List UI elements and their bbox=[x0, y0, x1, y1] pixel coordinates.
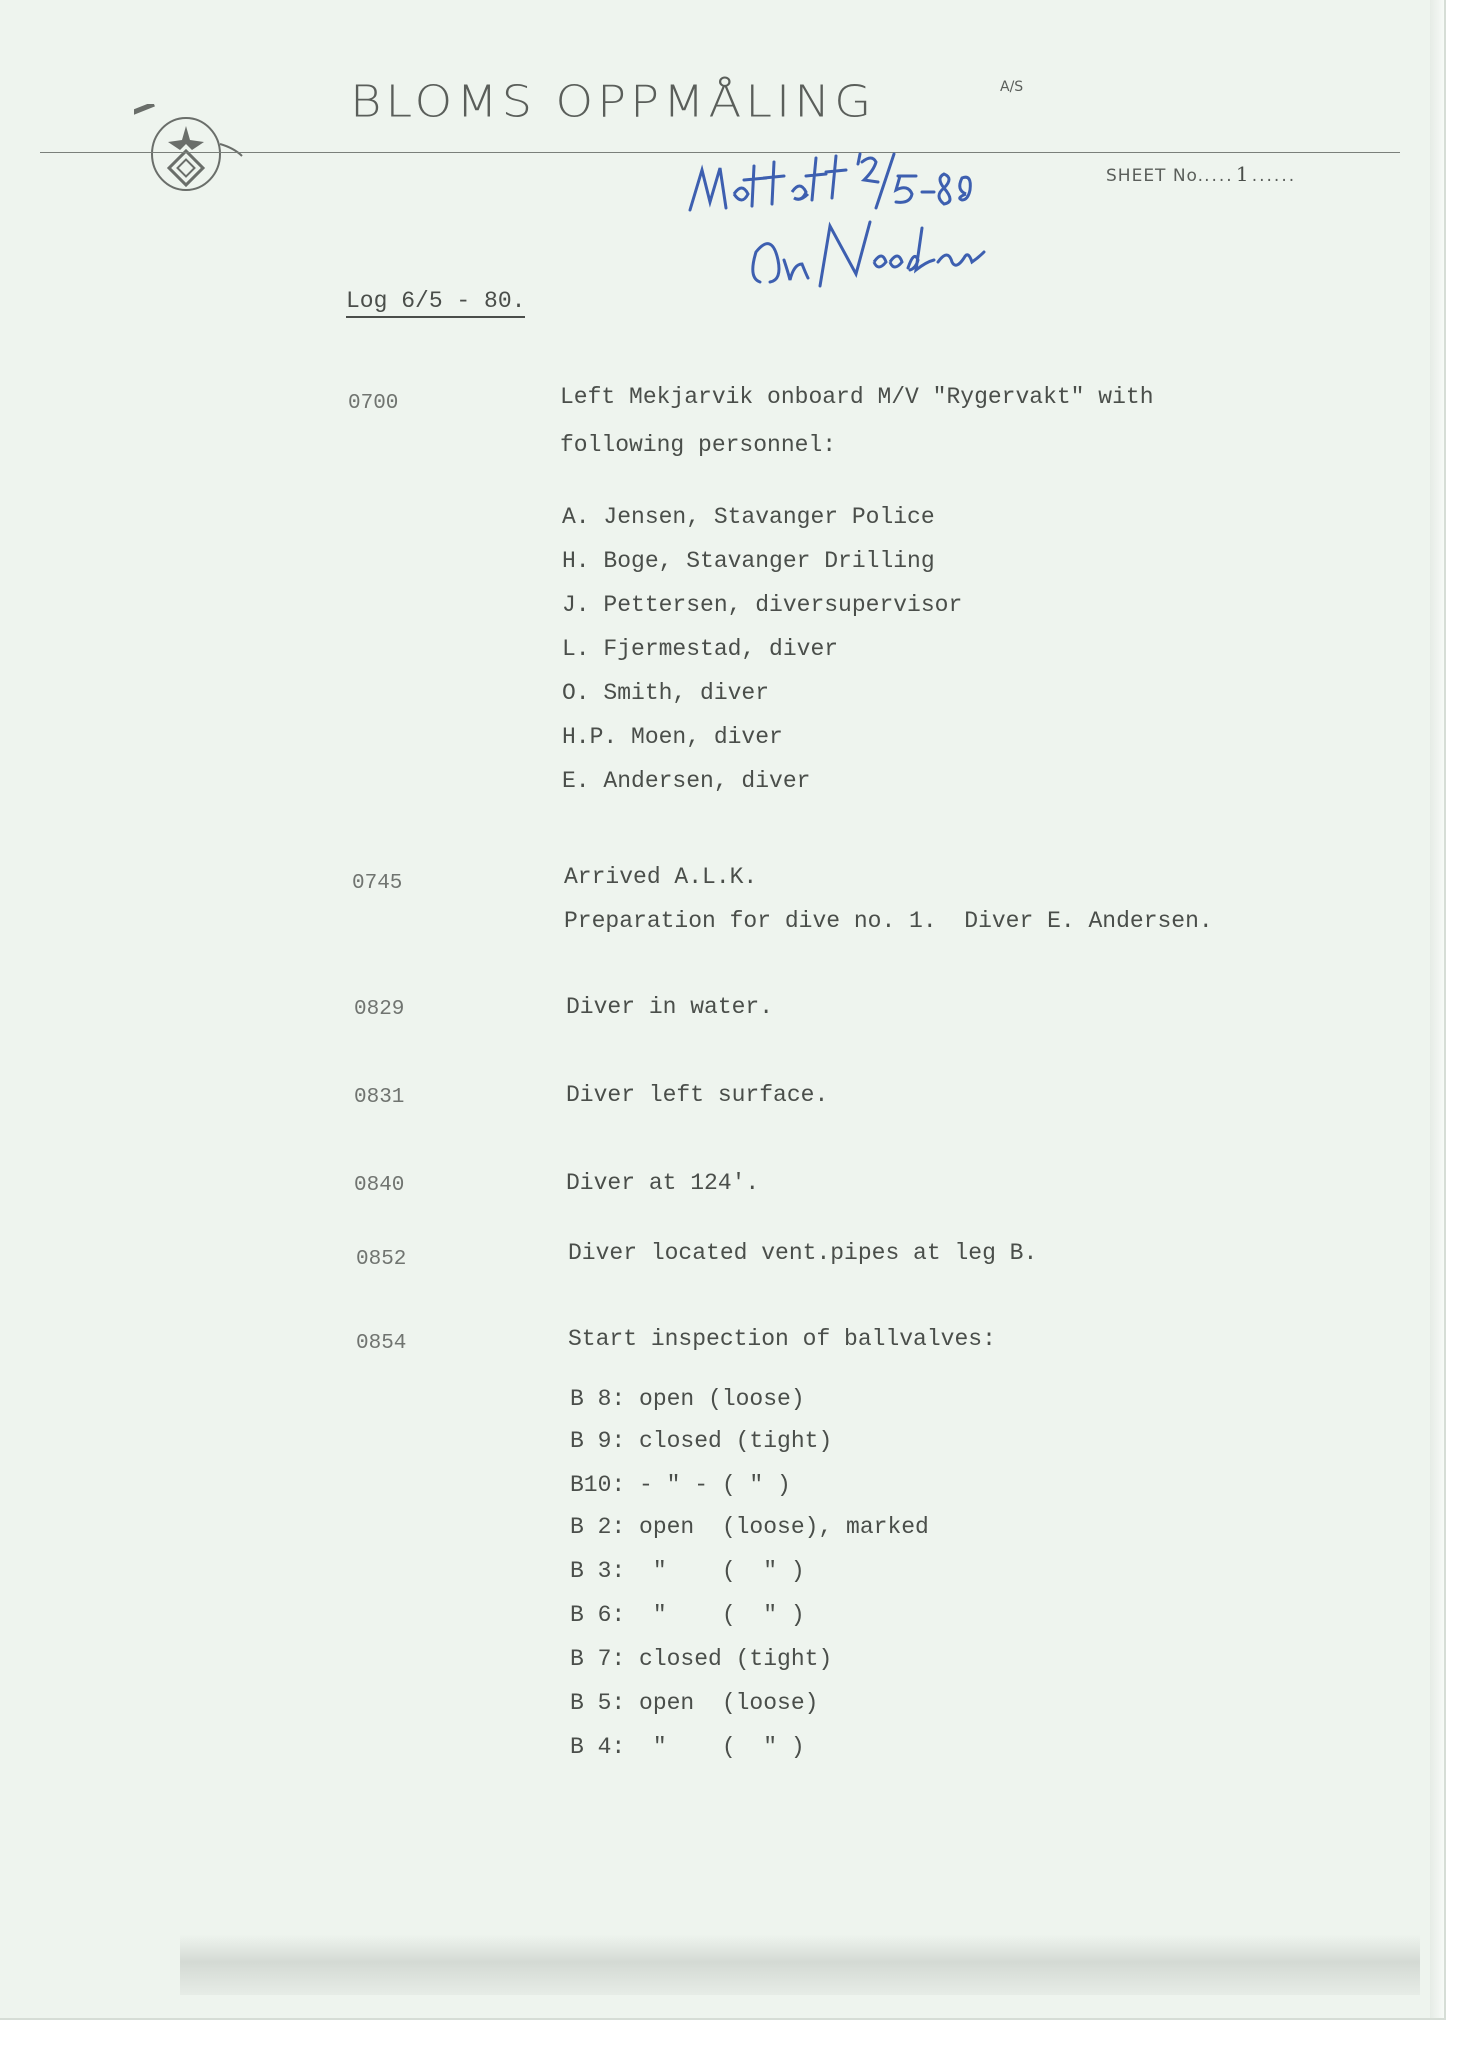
entry-time: 0840 bbox=[354, 1174, 405, 1197]
entry-text-line: B 3: " ( " ) bbox=[570, 1558, 805, 1584]
entry-text-line: B 9: closed (tight) bbox=[570, 1428, 833, 1454]
entry-text-line: Left Mekjarvik onboard M/V "Rygervakt" with bbox=[560, 384, 1154, 410]
entry-text-line: B 6: " ( " ) bbox=[570, 1602, 805, 1628]
entry-text-line: Diver located vent.pipes at leg B. bbox=[568, 1240, 1038, 1266]
entry-text-line: Preparation for dive no. 1. Diver E. Andersen. bbox=[564, 908, 1213, 934]
entry-text-line: Diver in water. bbox=[566, 994, 774, 1020]
sheet-number-field bbox=[1106, 162, 1296, 186]
entry-text-line: O. Smith, diver bbox=[562, 680, 770, 706]
entry-text-line: H. Boge, Stavanger Drilling bbox=[562, 548, 935, 574]
letterhead-company-name: BLOMS OPPMÅLING bbox=[350, 76, 876, 128]
entry-text-line: B 4: " ( " ) bbox=[570, 1734, 805, 1760]
entry-text-line: B 2: open (loose), marked bbox=[570, 1514, 929, 1540]
sheet-leader-after: ...... bbox=[1251, 166, 1297, 186]
scan-smudge bbox=[180, 1935, 1420, 1995]
entry-time: 0700 bbox=[348, 392, 399, 415]
log-title: Log 6/5 - 80. bbox=[346, 288, 525, 318]
entry-text-line: Arrived A.L.K. bbox=[564, 864, 758, 890]
sheet-label: SHEET No. bbox=[1106, 166, 1205, 186]
entry-time: 0745 bbox=[352, 872, 403, 895]
entry-text-line: B 8: open (loose) bbox=[570, 1386, 805, 1412]
sheet-leader-before: .... bbox=[1204, 166, 1234, 186]
entry-time: 0854 bbox=[356, 1332, 407, 1355]
letterhead-company-suffix: A/S bbox=[1000, 79, 1024, 95]
entry-time: 0829 bbox=[354, 998, 405, 1021]
entry-text-line: following personnel: bbox=[560, 432, 837, 458]
entry-time: 0831 bbox=[354, 1086, 405, 1109]
entry-text-line: B 7: closed (tight) bbox=[570, 1646, 833, 1672]
entry-text-line: L. Fjermestad, diver bbox=[562, 636, 839, 662]
entry-text-line: Start inspection of ballvalves: bbox=[568, 1326, 996, 1352]
entry-time: 0852 bbox=[356, 1248, 407, 1271]
entry-text-line: Diver at 124'. bbox=[566, 1170, 760, 1196]
entry-text-line: H.P. Moen, diver bbox=[562, 724, 783, 750]
sheet-number: 1 bbox=[1235, 162, 1250, 186]
entry-text-line: B 5: open (loose) bbox=[570, 1690, 819, 1716]
handwritten-receipt-note bbox=[680, 150, 1120, 300]
entry-text-line: J. Pettersen, diversupervisor bbox=[562, 592, 963, 618]
scan-edge bbox=[1430, 0, 1444, 2018]
entry-text-line: E. Andersen, diver bbox=[562, 768, 811, 794]
entry-text-line: B10: - " - ( " ) bbox=[570, 1472, 791, 1498]
entry-text-line: A. Jensen, Stavanger Police bbox=[562, 504, 935, 530]
entry-text-line: Diver left surface. bbox=[566, 1082, 829, 1108]
company-logo-icon bbox=[134, 104, 244, 194]
